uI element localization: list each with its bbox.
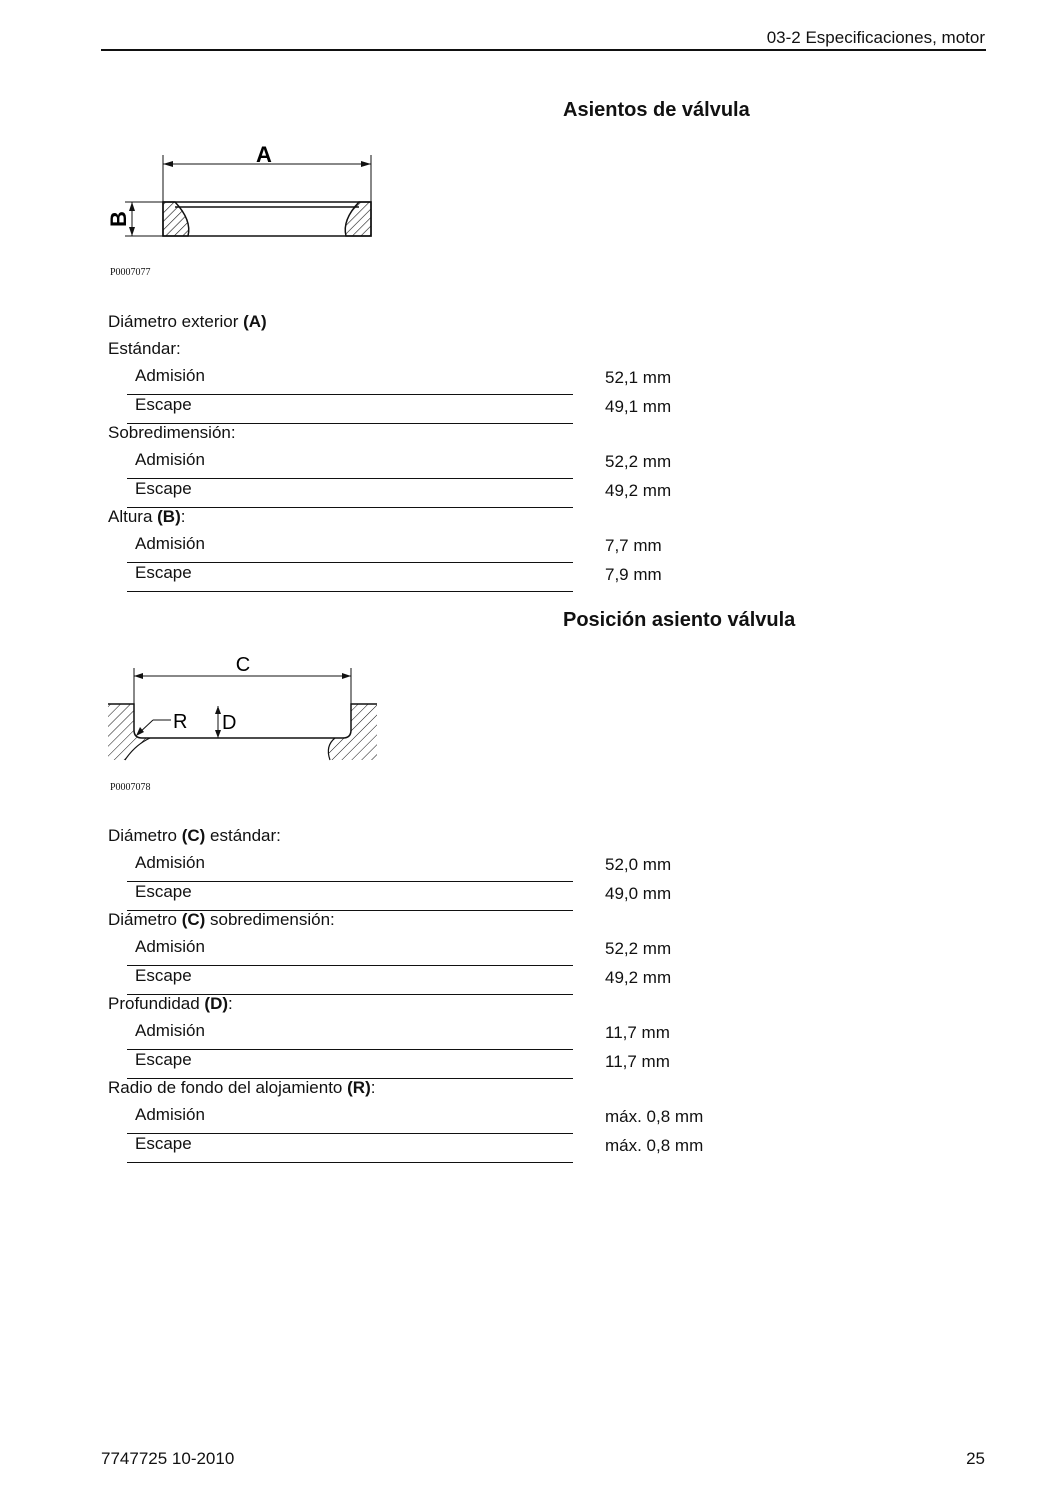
spec-group-suffix: estándar:: [205, 826, 281, 845]
spec-row-label: Escape: [135, 562, 192, 582]
seat-position-diagram: [105, 650, 385, 765]
spec-row: [127, 853, 672, 882]
spec-row: [127, 937, 672, 966]
depth-d-label: D: [222, 712, 237, 734]
spec-group-text: Estándar:: [108, 339, 181, 358]
spec-group-text: Diámetro: [108, 910, 182, 929]
spec-row-label: Admisión: [135, 1021, 205, 1040]
spec-group-suffix: :: [180, 507, 186, 526]
spec-row-label: Admisión: [135, 450, 205, 469]
spec-row-label: Escape: [135, 965, 192, 985]
spec-row: [127, 1105, 704, 1134]
spec-group-label: [108, 910, 335, 930]
spec-group-suffix: sobredimensión:: [205, 910, 335, 929]
radius-r-label: R: [173, 711, 188, 733]
spec-row: [127, 1049, 670, 1079]
spec-row-value: 49,2 mm: [605, 967, 672, 987]
spec-group-heading: [108, 423, 573, 451]
spec-group-text: Altura: [108, 507, 158, 526]
spec-group-suffix: :: [370, 1078, 376, 1097]
spec-group-label: [108, 1078, 375, 1098]
spec-group-label: [108, 423, 236, 443]
spec-row: [127, 562, 662, 592]
spec-row-label: Admisión: [135, 937, 205, 956]
spec-row-value: 52,2 mm: [605, 939, 672, 958]
spec-row: [127, 1133, 704, 1163]
spec-group-heading: [108, 312, 573, 340]
spec-group-label: [108, 339, 181, 359]
spec-row-value: 52,2 mm: [605, 452, 672, 471]
header-rule: [101, 49, 986, 51]
spec-group-ref: (C): [181, 826, 206, 845]
figure-code-1: P0007077: [110, 267, 151, 278]
spec-row-label: Admisión: [135, 366, 205, 385]
spec-row-value: máx. 0,8 mm: [605, 1135, 704, 1155]
running-header: 03-2 Especificaciones, motor: [766, 28, 985, 47]
spec-group-heading: [108, 339, 573, 367]
spec-row-label: Escape: [135, 394, 192, 414]
spec-row-label: Escape: [135, 1049, 192, 1069]
spec-group-label: [108, 994, 233, 1014]
spec-row-value: 49,2 mm: [605, 480, 672, 500]
spec-row: [127, 965, 672, 995]
section-title-seat-position: Posición asiento válvula: [563, 609, 796, 631]
dimension-c-label: C: [235, 654, 251, 676]
spec-group-text: Radio de fondo del alojamiento: [108, 1078, 348, 1097]
spec-row: [127, 394, 672, 424]
footer-doc-number: 7747725 10-2010: [101, 1449, 235, 1468]
footer-page-number: 25: [966, 1449, 985, 1468]
dimension-a-label: A: [256, 142, 272, 167]
spec-row-value: 49,1 mm: [605, 396, 672, 416]
spec-group-label: [108, 312, 267, 332]
spec-row-value: 11,7 mm: [605, 1023, 670, 1042]
spec-group-text: Diámetro: [108, 826, 182, 845]
spec-row-label: Admisión: [135, 534, 205, 553]
spec-row-label: Escape: [135, 1133, 192, 1153]
spec-group-heading: [108, 994, 573, 1022]
spec-row-label: Admisión: [135, 1105, 205, 1124]
spec-row: [127, 1021, 670, 1050]
figure-code-2: P0007078: [110, 782, 151, 793]
spec-row-label: Admisión: [135, 853, 205, 872]
spec-row-value: 11,7 mm: [605, 1051, 670, 1071]
spec-row-label: Escape: [135, 478, 192, 498]
spec-row-value: 49,0 mm: [605, 883, 672, 903]
spec-row: [127, 534, 662, 563]
spec-group-text: Diámetro exterior: [108, 312, 244, 331]
spec-row-value: 7,9 mm: [605, 564, 662, 584]
spec-group-heading: [108, 826, 573, 854]
spec-group-ref: (B): [157, 507, 181, 526]
spec-row: [127, 478, 672, 508]
valve-seat-diagram: [100, 140, 390, 250]
spec-group-heading: [108, 507, 573, 535]
spec-group-ref: (D): [204, 994, 229, 1013]
spec-group-heading: [108, 910, 573, 938]
spec-group-text: Sobredimensión:: [108, 423, 236, 442]
spec-row-value: 52,0 mm: [605, 855, 672, 874]
dimension-b-label: B: [106, 211, 131, 227]
spec-row-label: Escape: [135, 881, 192, 901]
spec-group-suffix: :: [228, 994, 233, 1013]
spec-row: [127, 450, 672, 479]
spec-group-ref: (A): [243, 312, 267, 331]
section-title-valve-seats: Asientos de válvula: [563, 99, 750, 121]
spec-group-ref: (R): [347, 1078, 371, 1097]
spec-group-heading: [108, 1078, 573, 1106]
spec-row-value: 52,1 mm: [605, 368, 672, 387]
spec-group-label: [108, 826, 281, 846]
spec-group-ref: (C): [181, 910, 206, 929]
spec-group-text: Profundidad: [108, 994, 205, 1013]
spec-group-label: [108, 507, 185, 527]
spec-row: [127, 881, 672, 911]
spec-row: [127, 366, 672, 395]
spec-row-value: 7,7 mm: [605, 536, 662, 555]
spec-row-value: máx. 0,8 mm: [605, 1107, 704, 1126]
